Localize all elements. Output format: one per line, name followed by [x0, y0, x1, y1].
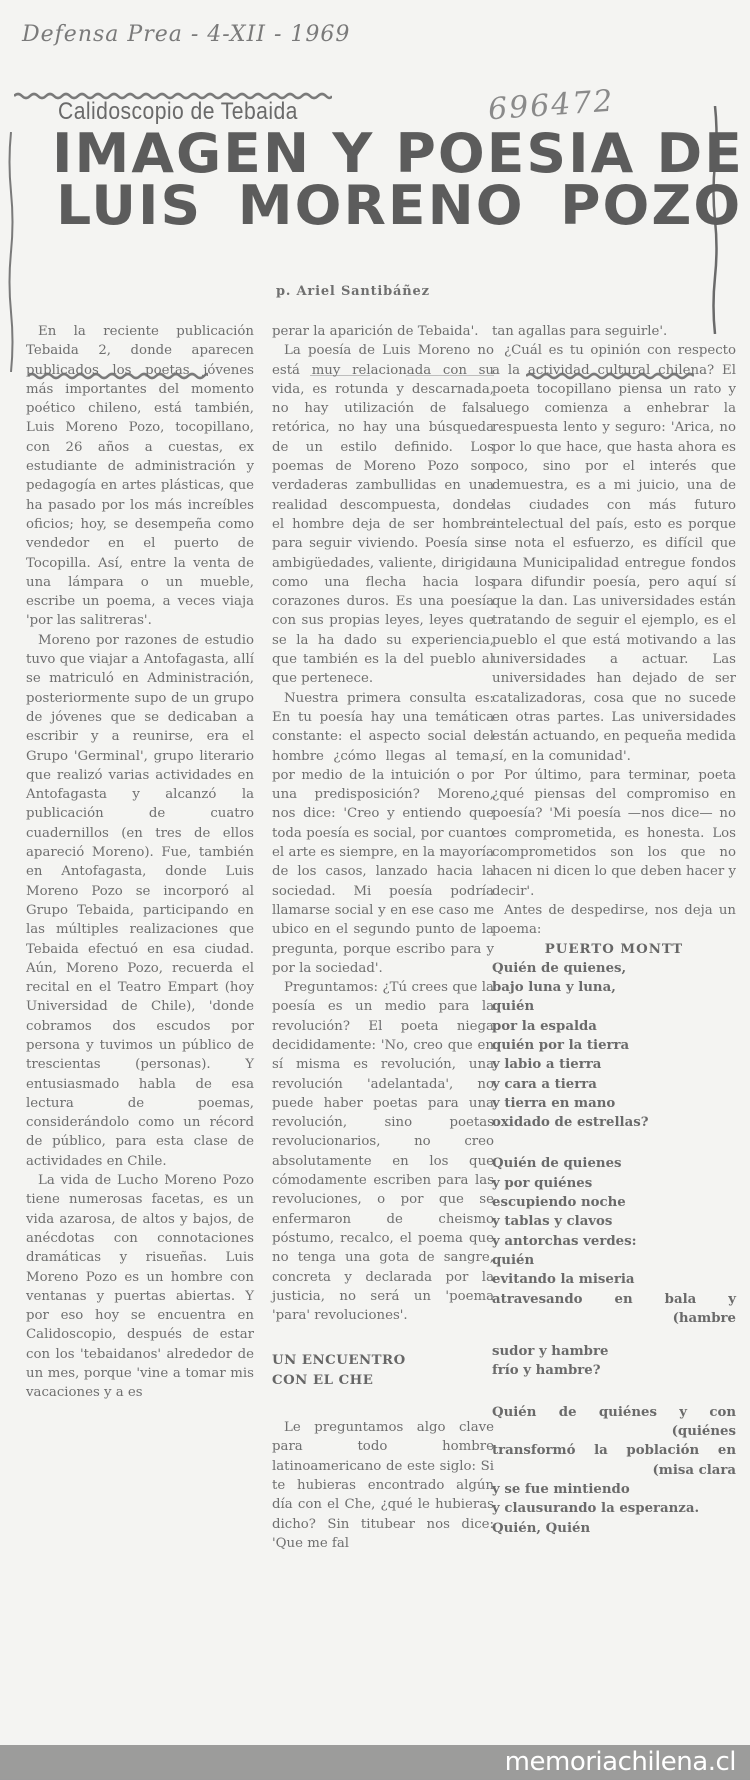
poem-line: y tierra en mano	[492, 1095, 616, 1111]
poem-line: y por quiénes	[492, 1175, 593, 1191]
poem-line: evitando la miseria	[492, 1272, 635, 1288]
poem-line: bajo luna y luna,	[492, 980, 616, 996]
subheading	[272, 1351, 494, 1390]
subheading-line-1: UN ENCUENTRO	[272, 1353, 406, 1369]
poem-stanza-2	[492, 1154, 736, 1380]
poem-line: Quién de quiénes y con	[492, 1404, 736, 1420]
poem-line: y cara a tierra	[492, 1076, 597, 1092]
poem-line: escupiendo noche	[492, 1195, 626, 1211]
paragraph: tan agallas para seguirle'.	[492, 324, 668, 339]
paragraph: Moreno por razones de estudio tuvo que viajar a Antofagasta, allí se matriculó en Administración, posteriormente supo de un grupo de jóvenes que se dedicaban a escribir y a reunirse, era el Grupo 'Germinal', grupo literario que realizó varias actividades en Antofagasta y alcanzó la publicación de cuatro cuadernillos (en tres de ellos apareció Moreno). Fue, también en Antofagasta, donde Luis Moreno Pozo se incorporó al Grupo Tebaida, participando en las múltiples realizaciones que Tebaida efectuó en esa ciudad. Aún, Moreno Pozo, recuerda el recital en el Teatro Empart (hoy Universidad de Chile), 'donde cobramos dos escudos por persona y tuvimos un público de trescientas (personas). Y entusiasmado habla de esa lectura de poemas, considerándolo como un récord de público, para esta clase de actividades en Chile.	[26, 632, 254, 1169]
poem-line: Quién de quienes,	[492, 960, 627, 976]
poem	[492, 959, 736, 1538]
paragraph: perar la aparición de Tebaida'.	[272, 324, 479, 339]
poem-line: sudor y hambre	[492, 1344, 609, 1360]
headline-line-2: LUIS MORENO POZO	[56, 174, 743, 237]
poem-line: y se fue mintiendo	[492, 1481, 630, 1497]
watermark-logo[interactable]: memoriachilena.cl	[504, 1747, 736, 1777]
poem-line: Quién, Quién	[492, 1520, 591, 1536]
poem-line: quién por la tierra	[492, 1037, 630, 1053]
subheading-line-2: CON EL CHE	[272, 1372, 374, 1388]
left-brace	[8, 132, 14, 372]
poem-line: quién	[492, 999, 535, 1015]
poem-line: por la espalda	[492, 1018, 597, 1034]
poem-line: y antorchas verdes:	[492, 1233, 637, 1249]
poem-title: PUERTO MONTT	[544, 941, 684, 957]
paragraph: ¿Cuál es tu opinión con respecto a la actividad cultural chilena? El poeta tocopillano piensa un rato y luego comienza a enhebrar la respuesta lento y seguro: 'Arica, no por lo que hace, que hasta ahora es poco, sino por el interés que demuestra, es a mi juicio, una de las ciudades con más futuro intelectual del país, esto es porque se nota el esfuerzo, es difícil que una Municipalidad entregue fondos para difundir poesía, pero aquí sí que la dan. Las universidades están tratando de seguir el ejemplo, es el pueblo el que está motivando a las universidades a actuar. Las universidades han dejado de ser catalizadoras, cosa que no sucede en otras partes. Las universidades están actuando, en pequeña medida sí, en la comunidad'.	[492, 343, 736, 764]
poem-line: oxidado de estrellas?	[492, 1115, 649, 1131]
article-column-1	[26, 322, 254, 1403]
poem-line: (quiénes	[671, 1424, 736, 1440]
handwritten-catalog-number: 696472	[486, 83, 616, 128]
poem-line: (hambre	[672, 1310, 736, 1326]
poem-line: y tablas y clavos	[492, 1214, 613, 1230]
poem-line: transformó la población en	[492, 1443, 736, 1459]
paragraph: Por último, para terminar, poeta ¿qué piensas del compromiso en poesía? 'Mi poesía —nos dice— no es comprometida, es honesta. Los comprometidos son los que no hacen ni dicen lo que deben hacer y decir'.	[492, 767, 736, 899]
poem-line: Quién de quienes	[492, 1156, 622, 1172]
paragraph: Le preguntamos algo clave para todo hombre latinoamericano de este siglo: Si te hubieras encontrado algún día con el Che, ¿qué le hubieras dicho? Sin titubear nos dice: 'Que me fal	[272, 1420, 494, 1551]
poem-line: frío y hambre?	[492, 1363, 601, 1379]
paragraph: Nuestra primera consulta es: En tu poesía hay una temática constante: el aspecto social del hombre ¿cómo llegas al tema, por medio de la intuición o por una predisposición? Moreno, nos dice: 'Creo y entiendo que toda poesía es social, por cuanto el arte es siempre, en la mayoría de los casos, lanzado hacia la sociedad. Mi poesía podría llamarse social y en ese caso me ubico en el segundo punto de la pregunta, porque escribo para y por la sociedad'.	[272, 690, 494, 976]
headline	[52, 122, 744, 237]
poem-line: (misa clara	[652, 1462, 736, 1478]
paragraph: Antes de despedirse, nos deja un poema:	[492, 902, 736, 938]
poem-stanza-1	[492, 959, 736, 1133]
article-column-3	[492, 322, 736, 1538]
paragraph: En la reciente publicación Tebaida 2, donde aparecen publicados los poetas jóvenes más importantes del momento poético chileno, está también, Luis Moreno Pozo, tocopillano, con 26 años a cuestas, ex estudiante de administración y pedagogía en artes plásticas, que ha pasado por los más increíbles oficios; hoy, se desempeña como vendedor en el puerto de Tocopilla. Así, entre la venta de una lámpara o un mueble, escribe un poema, a veces viaja 'por las salitreras'.	[26, 324, 254, 629]
paragraph: Preguntamos: ¿Tú crees que la poesía es un medio para la revolución? El poeta niega decididamente: 'No, creo que en sí misma es revolución, una revolución 'adelantada', no puede haber poetas para una revolución, sino poetas revolucionarios, no creo absolutamente en los que cómodamente escriben para las revoluciones, o por que se enfermaron de cheismo póstumo, recalco, el poema que no tenga una gota de sangre, concreta y declarada por la justicia, no será un 'poema 'para' revoluciones'.	[272, 980, 494, 1324]
poem-line: quién	[492, 1252, 535, 1268]
paragraph: La vida de Lucho Moreno Pozo tiene numerosas facetas, es un vida azarosa, de altos y bajos, de anécdotas con connotaciones dramáticas y risueñas. Luis Moreno Pozo es un hombre con ventanas y puertas abiertas. Y por eso hoy se encuentra en Calidoscopio, después de estar con los 'tebaidanos' alrededor de un mes, porque 'vine a tomar mis vacaciones y a es	[26, 1173, 254, 1401]
handwritten-source-note: Defensa Prea - 4-XII - 1969	[22, 22, 351, 47]
headline-line-1: IMAGEN Y POESIA DE	[52, 122, 744, 185]
poem-line: atravesando en bala y	[492, 1291, 736, 1307]
article-column-2	[272, 322, 494, 1553]
byline: p. Ariel Santibáñez	[276, 284, 430, 299]
poem-line: y labio a tierra	[492, 1057, 602, 1073]
poem-stanza-3	[492, 1403, 736, 1538]
poem-line: y clausurando la esperanza.	[492, 1501, 700, 1517]
paragraph: La poesía de Luis Moreno no está muy relacionada con su vida, es rotunda y descarnada, no hay utilización de falsa retórica, no hay una búsqueda de un estilo definido. Los poemas de Moreno Pozo son verdaderas zambullidas en una realidad descompuesta, donde el hombre deja de ser hombre para seguir viviendo. Poesía sin ambigüedades, valiente, dirigida como una flecha hacia los corazones duros. Es una poesía con sus propias leyes, leyes que se la ha dado su experiencia, que también es la del pueblo al que pertenece.	[272, 343, 494, 687]
section-title: Calidoscopio de Tebaida	[58, 98, 298, 125]
